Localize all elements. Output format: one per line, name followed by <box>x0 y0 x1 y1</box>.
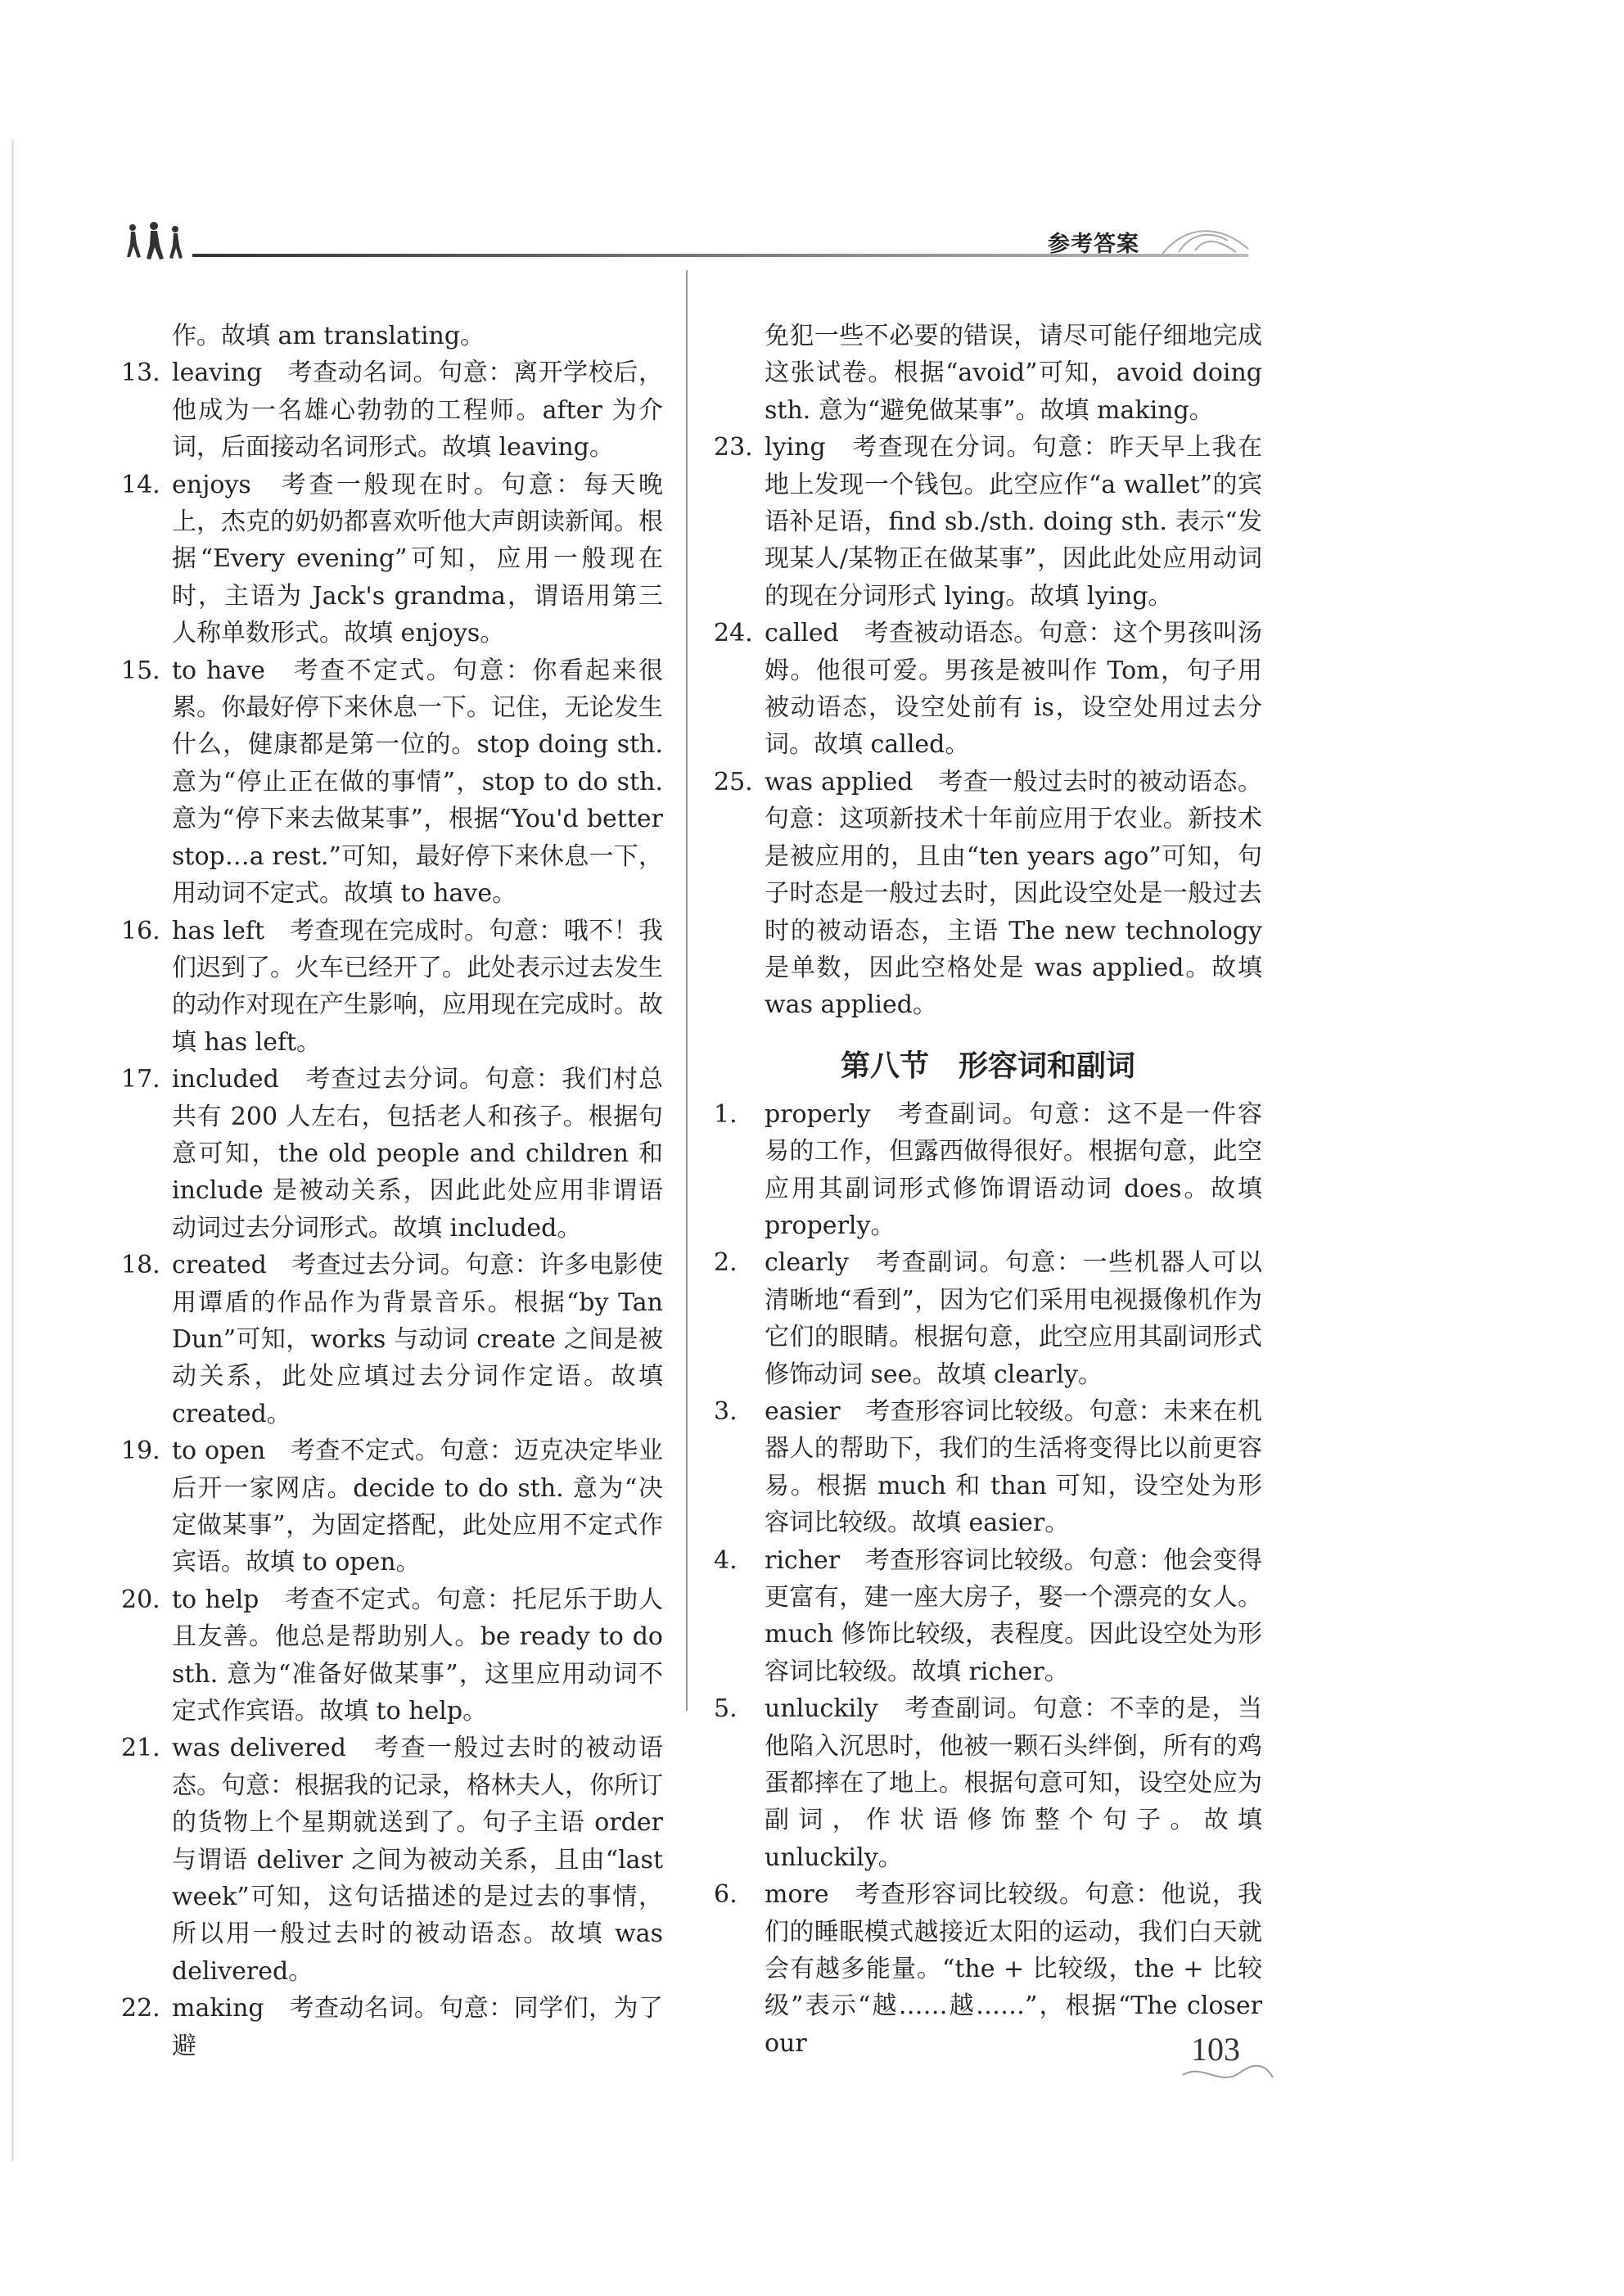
item-text: included 考查过去分词。句意：我们村总共有 200 人左右，包括老人和孩子。根据句意可知，the old people and children 和 include 是被动关系，因此此处应用非谓语动词过去分词形式。故填 included。 <box>172 1065 663 1243</box>
item-number: 4. <box>714 1545 738 1575</box>
right-column <box>714 318 1262 2062</box>
answer-item <box>714 1393 1262 1542</box>
item-number: 6. <box>714 1880 738 1910</box>
answer-item <box>121 913 663 1062</box>
item-number: 18. <box>121 1251 160 1280</box>
item-number: 15. <box>121 656 160 685</box>
item-number: 1. <box>714 1099 738 1129</box>
item-text: richer 考查形容词比较级。句意：他会变得更富有，建一座大房子，娶一个漂亮的女人。much 修饰比较级，表程度。因此设空处为形容词比较级。故填 richer。 <box>765 1545 1262 1686</box>
runners-icon <box>123 221 188 260</box>
answer-item <box>121 1432 663 1581</box>
answer-item <box>714 429 1262 615</box>
item-text: easier 考查形容词比较级。句意：未来在机器人的帮助下，我们的生活将变得比以前更容易。根据 much 和 than 可知，设空处为形容词比较级。故填 easier。 <box>765 1396 1262 1538</box>
item-number: 17. <box>121 1065 160 1094</box>
answer-item <box>714 1690 1262 1876</box>
item-text: leaving 考查动名词。句意：离开学校后，他成为一名雄心勃勃的工程师。after 为介词，后面接动名词形式。故填 leaving。 <box>172 359 663 462</box>
page-edge <box>11 139 14 2161</box>
page-number: 103 <box>1191 2031 1240 2068</box>
item-number: 24. <box>714 619 753 648</box>
answer-item <box>121 1581 663 1730</box>
item-number: 3. <box>714 1396 738 1426</box>
left-column <box>121 318 663 2064</box>
page-header <box>123 205 1261 266</box>
item-text: was applied 考查一般过去时的被动语态。句意：这项新技术十年前应用于农业。新技术是被应用的，且由“ten years ago”可知，句子时态是一般过去时，因此设空处是一般过去时的被动语态，主语 The new technology 是单数，因此空格处是 was applied。故填 was applied。 <box>765 767 1262 1020</box>
answer-item <box>714 1876 1262 2062</box>
answer-item <box>714 1542 1262 1691</box>
section-title: 第八节 形容词和副词 <box>840 1049 1135 1083</box>
answer-item <box>714 1096 1262 1245</box>
item-number: 21. <box>121 1734 160 1763</box>
item-number: 22. <box>121 1994 160 2023</box>
item-text: making 考查动名词。句意：同学们，为了避 <box>172 1994 663 2060</box>
column-divider <box>686 270 688 1711</box>
answer-item <box>121 1061 663 1247</box>
item-text: created 考查过去分词。句意：许多电影使用谭盾的作品作为背景音乐。根据“by Tan Dun”可知，works 与动词 create 之间是被动关系，此处应填过去分词作定语。故填 created。 <box>172 1251 663 1428</box>
answer-item <box>121 652 663 913</box>
item-number: 16. <box>121 916 160 945</box>
answer-item <box>714 764 1262 1024</box>
answer-item <box>121 467 663 652</box>
item-text: has left 考查现在完成时。句意：哦不！我们迟到了。火车已经开了。此处表示过去发生的动作对现在产生影响，应用现在完成时。故填 has left。 <box>172 916 663 1057</box>
item-number: 13. <box>121 359 160 388</box>
answer-item <box>121 1990 663 2064</box>
item-text: more 考查形容词比较级。句意：他说，我们的睡眠模式越接近太阳的运动，我们白天就会有越多能量。“the + 比较级，the + 比较级”表示“越……越……”，根据“The closer our <box>765 1880 1262 2058</box>
answer-item <box>714 615 1262 764</box>
item-number: 5. <box>714 1694 738 1724</box>
item-text: clearly 考查副词。句意：一些机器人可以清晰地“看到”，因为它们采用电视摄像机作为它们的眼睛。根据句意，此空应用其副词形式修饰动词 see。故填 clearly。 <box>765 1248 1262 1389</box>
item-text: properly 考查副词。句意：这不是一件容易的工作，但露西做得很好。根据句意，此空应用其副词形式修饰谓语动词 does。故填 properly。 <box>765 1099 1262 1240</box>
item-number: 19. <box>121 1437 160 1466</box>
answer-item <box>714 1244 1262 1393</box>
item-number: 25. <box>714 767 753 796</box>
answer-item <box>121 1247 663 1432</box>
continued-text: 作。故填 am translating。 <box>172 322 485 350</box>
item-text: was delivered 考查一般过去时的被动语态。句意：根据我的记录，格林夫人，你所订的货物上个星期就送到了。句子主语 order 与谓语 deliver 之间为被动关系，且由“last week”可知，这句话描述的是过去的事情，所以用一般过去时的被动语态。故填 was delivered。 <box>172 1734 663 1986</box>
page-number-swirl-icon <box>1179 2063 1277 2087</box>
item-text: called 考查被动语态。句意：这个男孩叫汤姆。他很可爱。男孩是被叫作 Tom，句子用被动语态，设空处前有 is，设空处用过去分词。故填 called。 <box>765 619 1262 760</box>
item-text: to have 考查不定式。句意：你看起来很累。你最好停下来休息一下。记住，无论发生什么，健康都是第一位的。stop doing sth. 意为“停止正在做的事情”，stop to do sth. 意为“停下来去做某事”，根据“You'd better stop…a rest.”可知，最好停下来休息一下，用动词不定式。故填 to have。 <box>172 656 663 909</box>
item-text: enjoys 考查一般现在时。句意：每天晚上，杰克的奶奶都喜欢听他大声朗读新闻。根据“Every evening”可知，应用一般现在时，主语为 Jack's grandma，谓语用第三人称单数形式。故填 enjoys。 <box>172 470 663 648</box>
item-text: unluckily 考查副词。句意：不幸的是，当他陷入沉思时，他被一颗石头绊倒，所有的鸡蛋都摔在了地上。根据句意可知，设空处应为副词，作状语修饰整个句子。故填 unluckily。 <box>765 1694 1262 1872</box>
item-text: to open 考查不定式。句意：迈克决定毕业后开一家网店。decide to do sth. 意为“决定做某事”，为固定搭配，此处应用不定式作宾语。故填 to open。 <box>172 1437 663 1577</box>
item-number: 23. <box>714 433 753 462</box>
header-title: 参考答案 <box>1048 232 1139 257</box>
item-number: 2. <box>714 1248 738 1278</box>
leaf-ornament-icon <box>1154 216 1252 262</box>
item-number: 14. <box>121 470 160 499</box>
continued-text: 免犯一些不必要的错误，请尽可能仔细地完成这张试卷。根据“avoid”可知，avoid doing sth. 意为“避免做某事”。故填 making。 <box>765 322 1262 425</box>
answer-item <box>121 354 663 466</box>
item-text: lying 考查现在分词。句意：昨天早上我在地上发现一个钱包。此空应作“a wallet”的宾语补足语，find sb./sth. doing sth. 表示“发现某人/某物正在做某事”，因此此处应用动词的现在分词形式 lying。故填 lying。 <box>765 433 1262 611</box>
item-text: to help 考查不定式。句意：托尼乐于助人且友善。他总是帮助别人。be ready to do sth. 意为“准备好做某事”，这里应用动词不定式作宾语。故填 to help。 <box>172 1585 663 1726</box>
item-number: 20. <box>121 1585 160 1614</box>
answer-item <box>121 1730 663 1990</box>
